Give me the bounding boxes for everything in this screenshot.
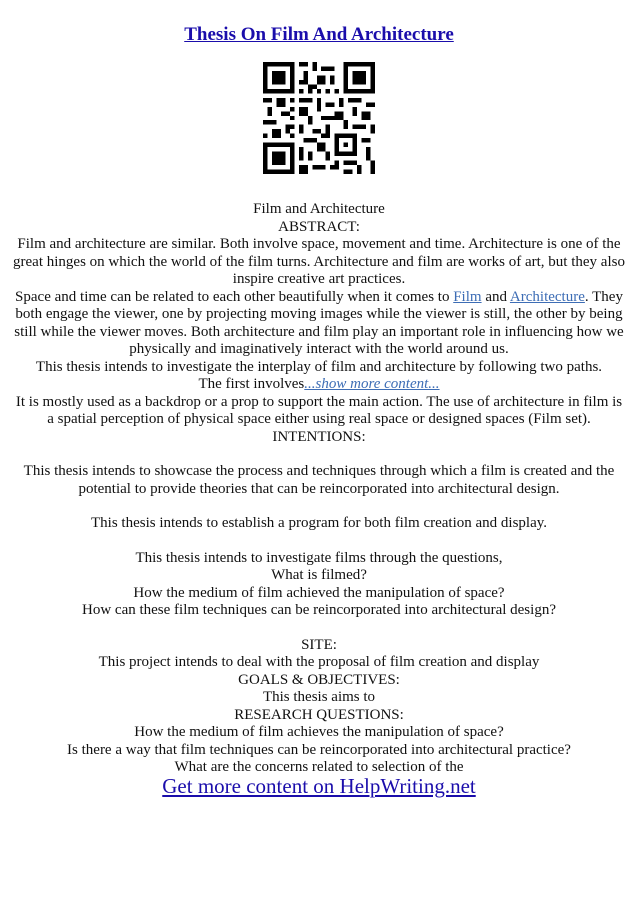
spacer <box>12 533 626 550</box>
first-involves-line <box>12 376 626 394</box>
title-container <box>0 24 638 46</box>
spacer <box>12 620 626 637</box>
space-time-text-b: . They both engage the viewer, one by projecting moving images while the viewer is still, the other by being still while the viewer moves. Both architecture and film play an important role in influencing how we physically and imaginatively interact with the world around us. <box>14 288 624 357</box>
backdrop-paragraph: It is mostly used as a backdrop or a prop to support the main action. The use of architecture in film is a spatial perception of physical space either using real space or designed spaces (Film set). <box>15 393 623 427</box>
architecture-link[interactable]: Architecture <box>509 288 585 305</box>
abstract-heading: ABSTRACT: <box>278 218 360 235</box>
research-heading: RESEARCH QUESTIONS: <box>234 706 404 723</box>
spacer <box>12 498 626 515</box>
qr-code-icon <box>263 62 375 174</box>
interplay-paragraph: This thesis intends to investigate the interplay of film and architecture by following two paths. <box>35 358 603 375</box>
doc-heading: Film and Architecture <box>253 201 385 217</box>
intentions-heading: INTENTIONS: <box>272 428 366 445</box>
site-paragraph: This project intends to deal with the proposal of film creation and display <box>98 654 540 670</box>
document-body <box>12 201 626 777</box>
research-q1: How the medium of film achieves the manipulation of space? <box>134 724 504 740</box>
research-q3: What are the concerns related to selection of the <box>174 759 464 775</box>
goals-paragraph: This thesis aims to <box>262 689 376 705</box>
research-q2: Is there a way that film techniques can be reincorporated into architectural practice? <box>67 741 571 758</box>
space-time-paragraph <box>12 289 626 359</box>
question-reincorporate: How can these film techniques can be reincorporated into architectural design? <box>82 602 556 618</box>
page-title-link[interactable]: Thesis On Film And Architecture <box>184 24 454 45</box>
site-heading: SITE: <box>301 636 337 653</box>
intention-showcase: This thesis intends to showcase the process and techniques through which a film is created and the potential to provide theories that can be reincorporated into architectural design. <box>23 463 615 497</box>
film-link[interactable]: Film <box>453 288 482 305</box>
intention-program: This thesis intends to establish a program for both film creation and display. <box>90 515 548 531</box>
intention-investigate: This thesis intends to investigate films through the questions, <box>135 549 503 566</box>
show-more-link[interactable]: ...show more content... <box>304 376 440 392</box>
and-text: and <box>481 288 510 305</box>
spacer <box>12 446 626 463</box>
goals-heading: GOALS & OBJECTIVES: <box>238 671 400 688</box>
question-what-filmed: What is filmed? <box>271 567 367 583</box>
first-involves-text: The first involves <box>198 376 305 392</box>
abstract-paragraph: Film and architecture are similar. Both involve space, movement and time. Architecture is one of the great hinges on which the world of the film turns. Architecture and film are works of art, but they also inspire creative art practices. <box>13 236 625 287</box>
get-more-content-link[interactable]: Get more content on HelpWriting.net <box>162 774 476 798</box>
cta-container <box>0 774 638 799</box>
question-manipulation: How the medium of film achieved the manipulation of space? <box>133 584 505 601</box>
space-time-text-a: Space and time can be related to each other beautifully when it comes to <box>15 288 454 305</box>
